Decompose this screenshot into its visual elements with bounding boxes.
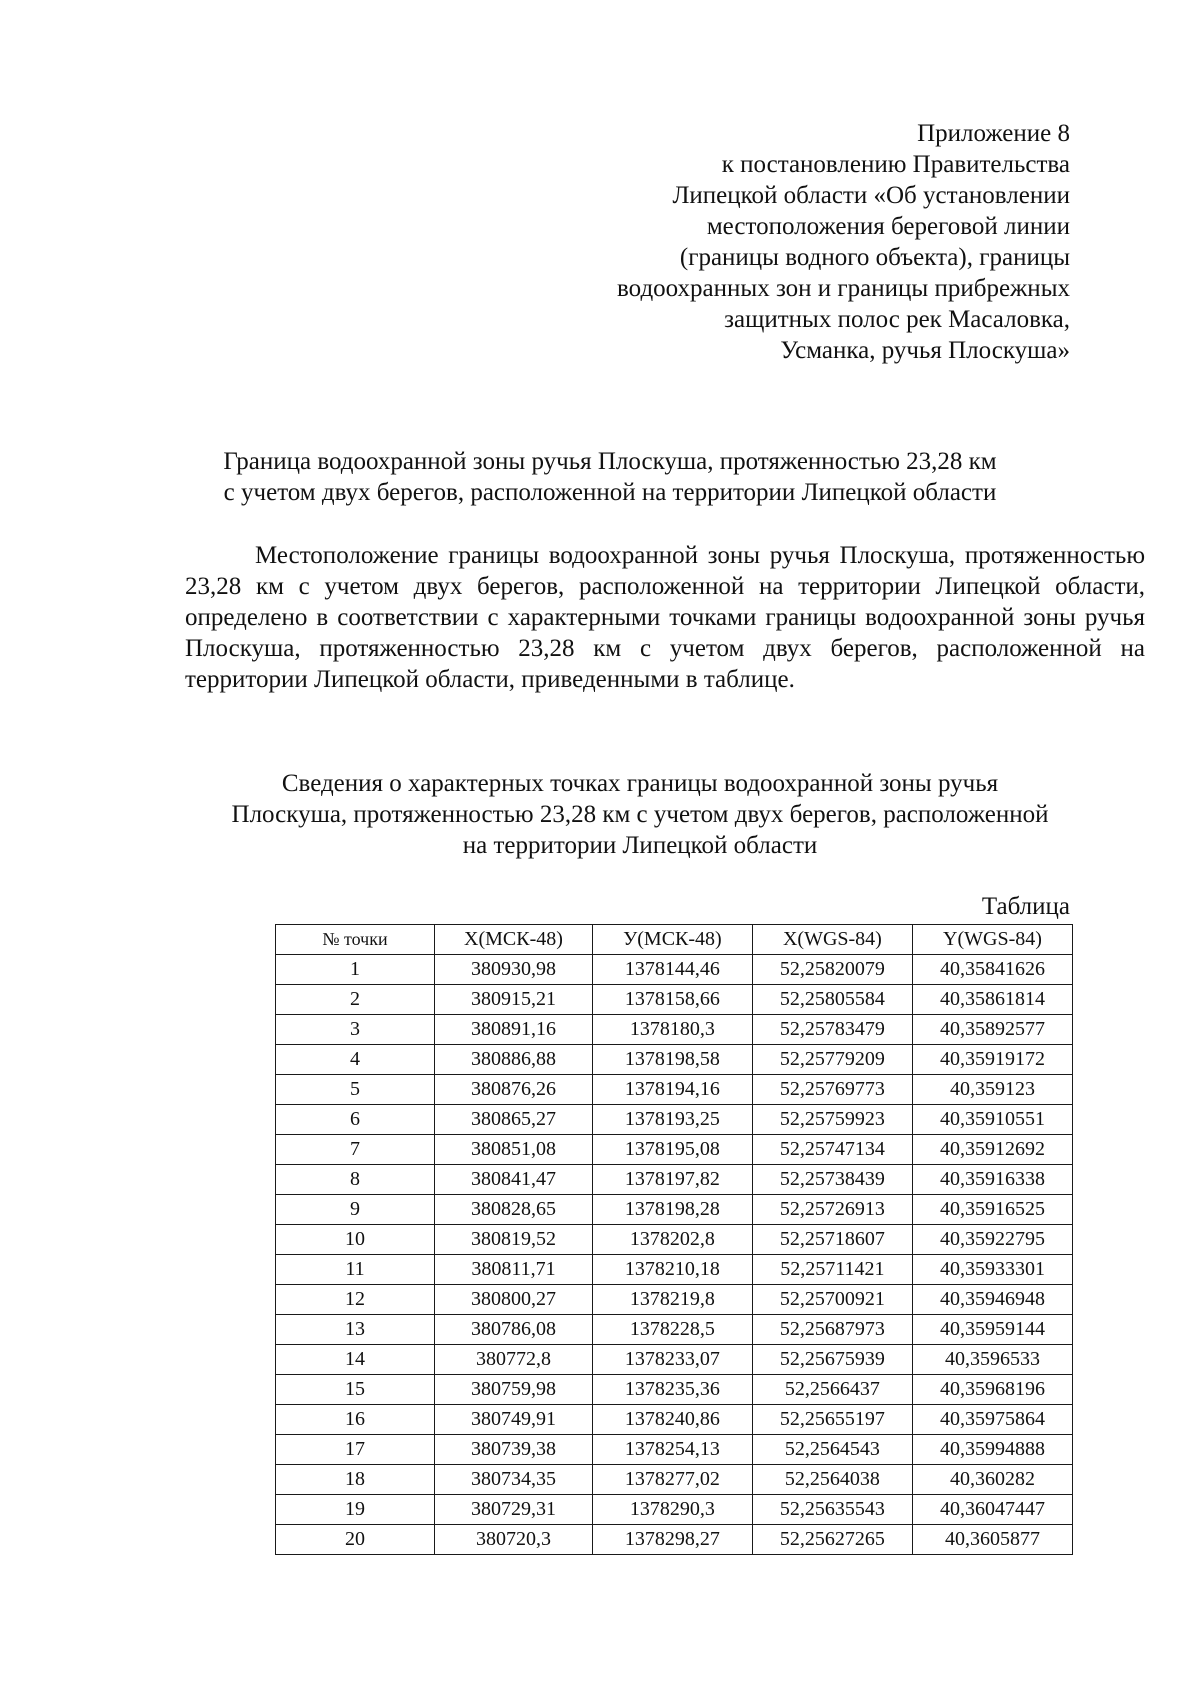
cell-y-wgs84: 40,35916338 bbox=[912, 1165, 1072, 1195]
cell-x-wgs84: 52,25747134 bbox=[752, 1135, 912, 1165]
cell-y-msk48: 1378194,16 bbox=[592, 1075, 752, 1105]
points-table bbox=[275, 924, 1073, 1555]
cell-y-msk48: 1378228,5 bbox=[592, 1315, 752, 1345]
table-title-line: Сведения о характерных точках границы водоохранной зоны ручья bbox=[281, 770, 999, 797]
cell-point-number: 6 bbox=[276, 1105, 435, 1135]
table-row bbox=[276, 1525, 1073, 1555]
cell-y-msk48: 1378290,3 bbox=[592, 1495, 752, 1525]
cell-x-msk48: 380749,91 bbox=[434, 1405, 592, 1435]
cell-y-wgs84: 40,3596533 bbox=[912, 1345, 1072, 1375]
cell-y-msk48: 1378198,58 bbox=[592, 1045, 752, 1075]
heading-line: с учетом двух берегов, расположенной на территории Липецкой области bbox=[223, 479, 997, 506]
appendix-line: водоохранных зон и границы прибрежных bbox=[617, 275, 1070, 302]
table-row bbox=[276, 985, 1073, 1015]
cell-y-msk48: 1378197,82 bbox=[592, 1165, 752, 1195]
cell-x-msk48: 380886,88 bbox=[434, 1045, 592, 1075]
header-x-wgs84: X(WGS-84) bbox=[752, 925, 912, 955]
cell-point-number: 18 bbox=[276, 1465, 435, 1495]
cell-y-msk48: 1378219,8 bbox=[592, 1285, 752, 1315]
cell-y-wgs84: 40,35912692 bbox=[912, 1135, 1072, 1165]
cell-x-wgs84: 52,25769773 bbox=[752, 1075, 912, 1105]
cell-y-msk48: 1378210,18 bbox=[592, 1255, 752, 1285]
cell-y-msk48: 1378193,25 bbox=[592, 1105, 752, 1135]
cell-x-msk48: 380930,98 bbox=[434, 955, 592, 985]
cell-point-number: 3 bbox=[276, 1015, 435, 1045]
table-row bbox=[276, 1345, 1073, 1375]
table-header-row bbox=[276, 925, 1073, 955]
cell-point-number: 7 bbox=[276, 1135, 435, 1165]
cell-x-msk48: 380828,65 bbox=[434, 1195, 592, 1225]
appendix-line: защитных полос рек Масаловка, bbox=[724, 306, 1070, 333]
cell-x-wgs84: 52,2564543 bbox=[752, 1435, 912, 1465]
cell-y-wgs84: 40,35910551 bbox=[912, 1105, 1072, 1135]
cell-point-number: 2 bbox=[276, 985, 435, 1015]
cell-y-wgs84: 40,359123 bbox=[912, 1075, 1072, 1105]
table-row bbox=[276, 1255, 1073, 1285]
cell-x-msk48: 380865,27 bbox=[434, 1105, 592, 1135]
table-row bbox=[276, 1075, 1073, 1105]
cell-x-wgs84: 52,25655197 bbox=[752, 1405, 912, 1435]
cell-x-msk48: 380841,47 bbox=[434, 1165, 592, 1195]
cell-y-wgs84: 40,35861814 bbox=[912, 985, 1072, 1015]
table-row bbox=[276, 1135, 1073, 1165]
cell-point-number: 17 bbox=[276, 1435, 435, 1465]
cell-y-msk48: 1378233,07 bbox=[592, 1345, 752, 1375]
body-paragraph: Местоположение границы водоохранной зоны ручья Плоскуша, протяженностью 23,28 км с учетом двух берегов, расположенной на территории Липецкой области, определено в соответствии с характерными точками границы водоохранной зоны ручья Плоскуша, протяженностью 23,28 км с учетом двух берегов, расположенной на территории Липецкой области, приведенными в таблице. bbox=[185, 542, 1145, 693]
cell-x-msk48: 380851,08 bbox=[434, 1135, 592, 1165]
cell-point-number: 19 bbox=[276, 1495, 435, 1525]
cell-y-wgs84: 40,35959144 bbox=[912, 1315, 1072, 1345]
cell-y-wgs84: 40,3605877 bbox=[912, 1525, 1072, 1555]
cell-x-wgs84: 52,25675939 bbox=[752, 1345, 912, 1375]
cell-point-number: 14 bbox=[276, 1345, 435, 1375]
cell-x-msk48: 380729,31 bbox=[434, 1495, 592, 1525]
cell-y-wgs84: 40,35968196 bbox=[912, 1375, 1072, 1405]
header-y-msk48: У(МСК-48) bbox=[592, 925, 752, 955]
heading-line: Граница водоохранной зоны ручья Плоскуша, протяженностью 23,28 км bbox=[223, 448, 997, 475]
cell-y-msk48: 1378158,66 bbox=[592, 985, 752, 1015]
cell-y-wgs84: 40,360282 bbox=[912, 1465, 1072, 1495]
cell-y-wgs84: 40,35975864 bbox=[912, 1405, 1072, 1435]
cell-x-msk48: 380819,52 bbox=[434, 1225, 592, 1255]
cell-y-wgs84: 40,35946948 bbox=[912, 1285, 1072, 1315]
header-point-number: № точки bbox=[276, 925, 435, 955]
table-row bbox=[276, 1195, 1073, 1225]
cell-point-number: 20 bbox=[276, 1525, 435, 1555]
cell-x-wgs84: 52,25700921 bbox=[752, 1285, 912, 1315]
cell-y-msk48: 1378298,27 bbox=[592, 1525, 752, 1555]
table-row bbox=[276, 1225, 1073, 1255]
cell-x-msk48: 380915,21 bbox=[434, 985, 592, 1015]
table-row bbox=[276, 1015, 1073, 1045]
cell-point-number: 12 bbox=[276, 1285, 435, 1315]
appendix-line: Липецкой области «Об установлении bbox=[672, 182, 1070, 209]
table-body bbox=[276, 955, 1073, 1555]
cell-point-number: 11 bbox=[276, 1255, 435, 1285]
cell-point-number: 4 bbox=[276, 1045, 435, 1075]
cell-y-msk48: 1378240,86 bbox=[592, 1405, 752, 1435]
cell-point-number: 10 bbox=[276, 1225, 435, 1255]
cell-x-msk48: 380720,3 bbox=[434, 1525, 592, 1555]
cell-y-wgs84: 40,35892577 bbox=[912, 1015, 1072, 1045]
cell-x-msk48: 380876,26 bbox=[434, 1075, 592, 1105]
cell-y-wgs84: 40,35922795 bbox=[912, 1225, 1072, 1255]
table-title-line: на территории Липецкой области bbox=[462, 832, 818, 859]
cell-x-msk48: 380772,8 bbox=[434, 1345, 592, 1375]
cell-y-msk48: 1378195,08 bbox=[592, 1135, 752, 1165]
cell-x-wgs84: 52,25711421 bbox=[752, 1255, 912, 1285]
cell-x-wgs84: 52,25738439 bbox=[752, 1165, 912, 1195]
table-row bbox=[276, 1285, 1073, 1315]
cell-point-number: 15 bbox=[276, 1375, 435, 1405]
table-row bbox=[276, 1165, 1073, 1195]
cell-x-wgs84: 52,2566437 bbox=[752, 1375, 912, 1405]
cell-y-wgs84: 40,36047447 bbox=[912, 1495, 1072, 1525]
cell-y-msk48: 1378277,02 bbox=[592, 1465, 752, 1495]
cell-y-msk48: 1378254,13 bbox=[592, 1435, 752, 1465]
table-row bbox=[276, 1045, 1073, 1075]
document-heading bbox=[150, 446, 1070, 508]
cell-point-number: 8 bbox=[276, 1165, 435, 1195]
table-row bbox=[276, 1495, 1073, 1525]
appendix-header bbox=[510, 118, 1070, 366]
cell-y-wgs84: 40,35841626 bbox=[912, 955, 1072, 985]
cell-point-number: 9 bbox=[276, 1195, 435, 1225]
table-row bbox=[276, 1405, 1073, 1435]
cell-x-wgs84: 52,25627265 bbox=[752, 1525, 912, 1555]
cell-y-msk48: 1378180,3 bbox=[592, 1015, 752, 1045]
appendix-line: Приложение 8 bbox=[917, 120, 1070, 147]
appendix-line: Усманка, ручья Плоскуша» bbox=[780, 337, 1070, 364]
table-row bbox=[276, 1315, 1073, 1345]
cell-y-msk48: 1378198,28 bbox=[592, 1195, 752, 1225]
cell-x-msk48: 380739,38 bbox=[434, 1435, 592, 1465]
table-row bbox=[276, 1465, 1073, 1495]
cell-x-wgs84: 52,25783479 bbox=[752, 1015, 912, 1045]
header-x-msk48: X(МСК-48) bbox=[434, 925, 592, 955]
cell-x-msk48: 380759,98 bbox=[434, 1375, 592, 1405]
appendix-line: к постановлению Правительства bbox=[721, 151, 1070, 178]
cell-x-wgs84: 52,25820079 bbox=[752, 955, 912, 985]
cell-x-msk48: 380800,27 bbox=[434, 1285, 592, 1315]
table-row bbox=[276, 1105, 1073, 1135]
cell-x-wgs84: 52,25805584 bbox=[752, 985, 912, 1015]
table-label: Таблица bbox=[981, 893, 1070, 920]
cell-y-msk48: 1378144,46 bbox=[592, 955, 752, 985]
cell-x-wgs84: 52,25718607 bbox=[752, 1225, 912, 1255]
table-row bbox=[276, 955, 1073, 985]
cell-y-wgs84: 40,35933301 bbox=[912, 1255, 1072, 1285]
cell-x-wgs84: 52,2564038 bbox=[752, 1465, 912, 1495]
cell-x-msk48: 380811,71 bbox=[434, 1255, 592, 1285]
table-title bbox=[160, 768, 1120, 861]
cell-x-msk48: 380734,35 bbox=[434, 1465, 592, 1495]
cell-point-number: 13 bbox=[276, 1315, 435, 1345]
cell-point-number: 5 bbox=[276, 1075, 435, 1105]
appendix-line: местоположения береговой линии bbox=[706, 213, 1070, 240]
cell-x-wgs84: 52,25635543 bbox=[752, 1495, 912, 1525]
cell-point-number: 16 bbox=[276, 1405, 435, 1435]
cell-x-wgs84: 52,25779209 bbox=[752, 1045, 912, 1075]
cell-y-wgs84: 40,35994888 bbox=[912, 1435, 1072, 1465]
appendix-line: (границы водного объекта), границы bbox=[679, 244, 1070, 271]
cell-y-msk48: 1378235,36 bbox=[592, 1375, 752, 1405]
cell-x-wgs84: 52,25759923 bbox=[752, 1105, 912, 1135]
table-title-line: Плоскуша, протяженностью 23,28 км с учетом двух берегов, расположенной bbox=[231, 801, 1049, 828]
cell-x-msk48: 380891,16 bbox=[434, 1015, 592, 1045]
cell-x-wgs84: 52,25726913 bbox=[752, 1195, 912, 1225]
cell-y-wgs84: 40,35916525 bbox=[912, 1195, 1072, 1225]
cell-x-wgs84: 52,25687973 bbox=[752, 1315, 912, 1345]
cell-point-number: 1 bbox=[276, 955, 435, 985]
cell-y-msk48: 1378202,8 bbox=[592, 1225, 752, 1255]
table-row bbox=[276, 1435, 1073, 1465]
cell-y-wgs84: 40,35919172 bbox=[912, 1045, 1072, 1075]
table-row bbox=[276, 1375, 1073, 1405]
header-y-wgs84: Y(WGS-84) bbox=[912, 925, 1072, 955]
cell-x-msk48: 380786,08 bbox=[434, 1315, 592, 1345]
